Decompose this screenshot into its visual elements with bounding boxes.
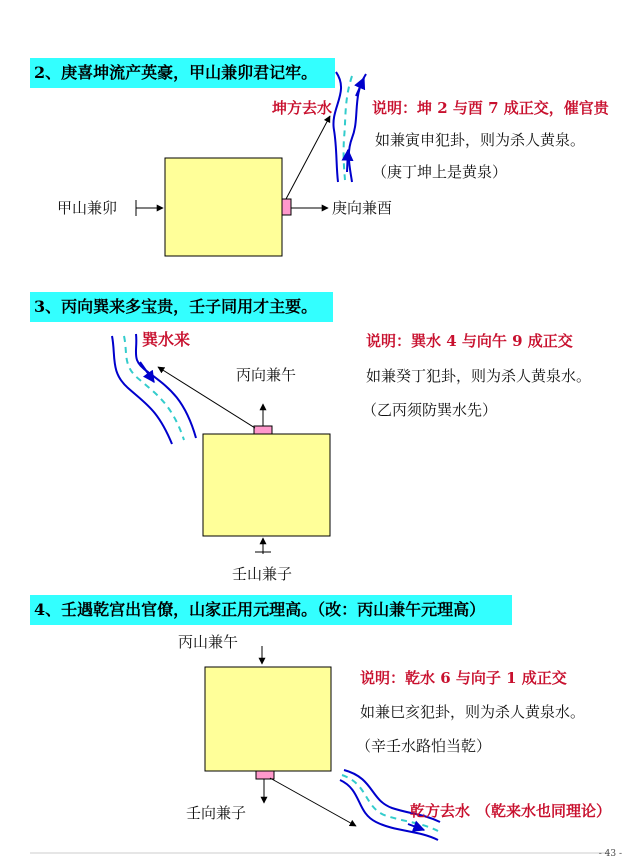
note-line2-3: （乙丙须防巽水先）: [362, 401, 498, 419]
gate-2: [282, 199, 291, 215]
facing-label-4: 壬向兼子: [186, 804, 247, 822]
house-box-3: [203, 434, 330, 536]
facing-label-2: 庚向兼酉: [332, 199, 393, 217]
gate-4: [256, 771, 274, 779]
section-4-heading-main: 4、壬遇乾宫出官僚，山家正用元理高。: [34, 600, 318, 619]
note-line1-4: 如兼巳亥犯卦，则为杀人黄泉水。: [360, 703, 586, 721]
page-number: - 43 -: [598, 849, 622, 859]
house-box-4: [205, 667, 331, 771]
water-label-3: 巽水来: [142, 330, 191, 349]
section-4-heading: [30, 595, 512, 625]
facing-label-3: 丙向兼午: [236, 366, 297, 384]
water-label-4: 乾方去水: [410, 802, 471, 820]
note-line2-4: （辛壬水路怕当乾）: [356, 737, 492, 755]
note-line1-3: 如兼癸丁犯卦，则为杀人黄泉水。: [366, 367, 592, 385]
note-title-3: 说明：巽水 4 与向午 9 成正交: [366, 332, 573, 350]
section-2-heading: 2、庚喜坤流产英豪，甲山兼卯君记牢。: [30, 58, 335, 88]
gate-3: [254, 426, 272, 434]
note-line2-2: （庚丁坤上是黄泉）: [372, 163, 508, 181]
water-note-4: （乾来水也同理论）: [476, 802, 612, 820]
water-arrow-4: [270, 778, 356, 826]
mountain-label-3: 壬山兼子: [232, 565, 293, 583]
mountain-label-2: 甲山兼卯: [57, 199, 118, 217]
river-2: [333, 72, 366, 182]
water-label-2: 坤方去水: [272, 99, 333, 117]
note-title-4: 说明：乾水 6 与向子 1 成正交: [360, 669, 567, 687]
section-4-heading-revision: （改：丙山兼午元理高）: [317, 600, 486, 619]
section-3-heading: 3、丙向巽来多宝贵，壬子同用才主要。: [30, 292, 333, 322]
note-line1-2: 如兼寅申犯卦，则为杀人黄泉。: [375, 131, 586, 149]
water-arrow-2: [286, 116, 330, 199]
house-box-2: [165, 158, 282, 256]
mountain-label-4: 丙山兼午: [178, 633, 239, 651]
river-3: [112, 334, 196, 444]
note-title-2: 说明：坤 2 与酉 7 成正交，催官贵: [372, 99, 609, 117]
